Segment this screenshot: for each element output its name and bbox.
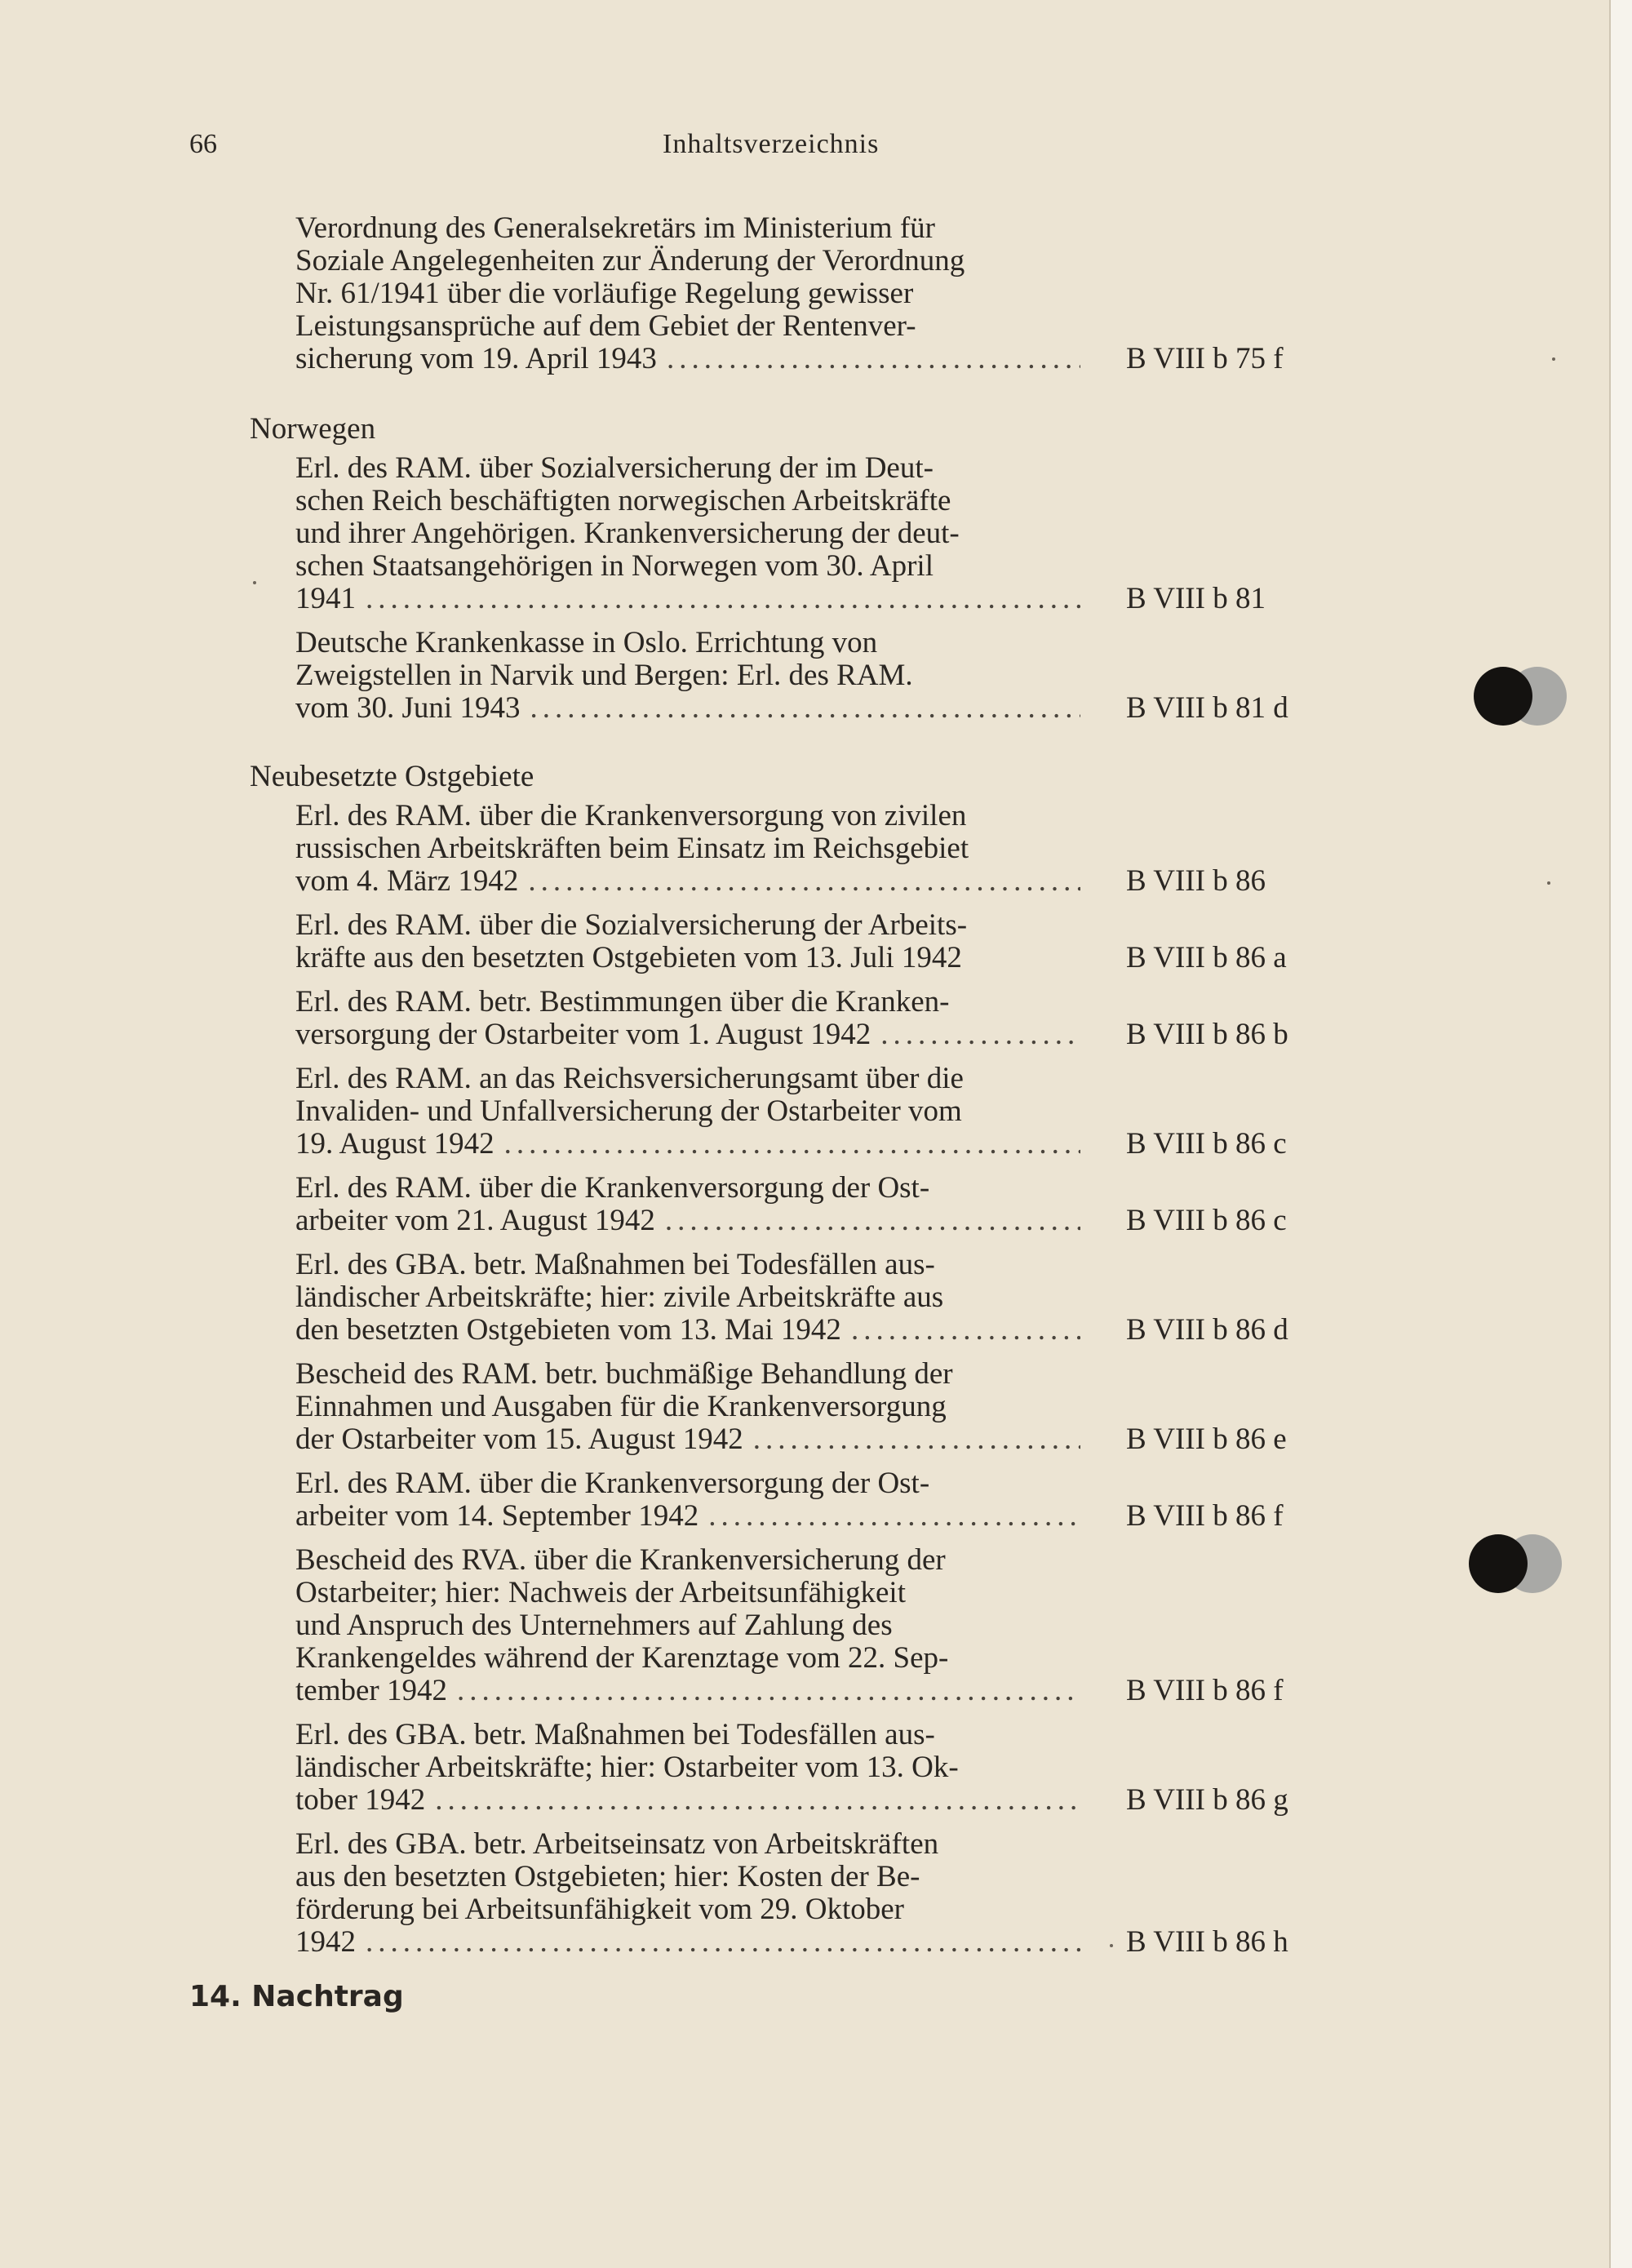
toc-entry: [295, 1172, 1080, 1237]
dot-leader: [708, 1500, 1080, 1533]
entry-line: den besetzten Ostgebieten vom 13. Mai 1942: [295, 1313, 841, 1347]
entry-reference: B VIII b 86 e: [1126, 1422, 1287, 1456]
dot-leader: [366, 1926, 1080, 1959]
entry-line: und Anspruch des Unternehmers auf Zahlung des: [295, 1609, 893, 1642]
entry-line: Erl. des RAM. über Sozialversicherung der im Deut-: [295, 451, 934, 485]
entry-line: Erl. des RAM. über die Krankenversorgung der Ost-: [295, 1171, 930, 1205]
entry-reference: B VIII b 86: [1126, 864, 1266, 898]
toc-entry: [295, 627, 1080, 725]
section-title: Norwegen: [250, 412, 376, 446]
entry-line: versorgung der Ostarbeiter vom 1. August 1942: [295, 1018, 871, 1051]
running-head: Inhaltsverzeichnis: [663, 129, 880, 159]
toc-entry: [295, 1719, 1080, 1817]
toc-entry: [295, 212, 1080, 375]
entry-line: Bescheid des RVA. über die Krankenversicherung der: [295, 1543, 946, 1577]
toc-entry: [295, 1063, 1080, 1161]
dot-leader: [504, 1128, 1080, 1161]
toc-entry: [295, 1544, 1080, 1707]
entry-line: Erl. des RAM. über die Sozialversicherung der Arbeits-: [295, 908, 968, 942]
toc-entry: [295, 1467, 1080, 1533]
entry-line: Erl. des GBA. betr. Maßnahmen bei Todesfällen aus-: [295, 1718, 935, 1751]
entry-line: 1941: [295, 582, 356, 615]
entry-line: Krankengeldes während der Karenztage vom 22. Sep-: [295, 1641, 949, 1675]
dot-leader: [667, 343, 1080, 375]
entry-line: ländischer Arbeitskräfte; hier: zivile Arbeitskräfte aus: [295, 1280, 944, 1314]
entry-line: und ihrer Angehörigen. Krankenversicherung der deut-: [295, 517, 960, 550]
entry-line: Einnahmen und Ausgaben für die Krankenversorgung: [295, 1390, 947, 1423]
entry-line: vom 30. Juni 1943: [295, 691, 521, 725]
entry-line: Erl. des RAM. betr. Bestimmungen über die Kranken-: [295, 985, 950, 1019]
entry-reference: B VIII b 86 g: [1126, 1783, 1288, 1817]
entry-line: arbeiter vom 21. August 1942: [295, 1204, 655, 1237]
entry-reference: B VIII b 86 c: [1126, 1204, 1287, 1237]
dot-leader: [665, 1205, 1080, 1237]
entry-line: arbeiter vom 14. September 1942: [295, 1499, 699, 1533]
page-number: 66: [189, 129, 217, 159]
entry-line: aus den besetzten Ostgebieten; hier: Kosten der Be-: [295, 1860, 920, 1893]
entry-line: der Ostarbeiter vom 15. August 1942: [295, 1422, 743, 1456]
entry-line: Nr. 61/1941 über die vorläufige Regelung gewisser: [295, 277, 914, 310]
entry-reference: B VIII b 86 d: [1126, 1313, 1288, 1347]
section-title: Neubesetzte Ostgebiete: [250, 760, 534, 793]
entry-reference: B VIII b 86 f: [1126, 1674, 1284, 1707]
toc-entry: [295, 909, 1080, 974]
entry-line: Invaliden- und Unfallversicherung der Ostarbeiter vom: [295, 1094, 962, 1128]
entry-line: kräfte aus den besetzten Ostgebieten vom 13. Juli 1942: [295, 941, 962, 974]
toc-entry: [295, 800, 1080, 898]
paper-speck: [1552, 357, 1555, 361]
entry-line: schen Reich beschäftigten norwegischen Arbeitskräfte: [295, 484, 951, 517]
entry-reference: B VIII b 86 a: [1126, 941, 1287, 974]
dot-leader: [530, 692, 1080, 725]
entry-line: Erl. des GBA. betr. Maßnahmen bei Todesfällen aus-: [295, 1248, 935, 1281]
entry-line: 1942: [295, 1925, 356, 1959]
entry-line: vom 4. März 1942: [295, 864, 519, 898]
entry-line: tember 1942: [295, 1674, 447, 1707]
entry-line: förderung bei Arbeitsunfähigkeit vom 29. Oktober: [295, 1893, 904, 1926]
entry-reference: B VIII b 75 f: [1126, 342, 1284, 375]
toc-entry: [295, 452, 1080, 615]
dot-leader: [880, 1019, 1080, 1051]
dot-leader: [435, 1784, 1080, 1817]
entry-line: tober 1942: [295, 1783, 426, 1817]
toc-entry: [295, 1358, 1080, 1456]
entry-line: Verordnung des Generalsekretärs im Ministerium für: [295, 211, 935, 245]
entry-reference: B VIII b 81: [1126, 582, 1266, 615]
dot-leader: [528, 865, 1080, 898]
dot-leader: [457, 1675, 1080, 1707]
entry-line: sicherung vom 19. April 1943: [295, 342, 657, 375]
entry-reference: B VIII b 86 c: [1126, 1127, 1287, 1161]
supplement-label: 14. Nachtrag: [189, 1980, 404, 2013]
entry-line: russischen Arbeitskräften beim Einsatz im Reichsgebiet: [295, 832, 969, 865]
punch-hole: [1474, 667, 1532, 726]
paper-speck: [1547, 881, 1550, 885]
entry-line: 19. August 1942: [295, 1127, 494, 1161]
dot-leader: [366, 583, 1080, 615]
punch-hole: [1469, 1534, 1528, 1593]
entry-reference: B VIII b 86 b: [1126, 1018, 1288, 1051]
entry-line: Zweigstellen in Narvik und Bergen: Erl. des RAM.: [295, 659, 913, 692]
page-edge: [1609, 0, 1632, 2268]
toc-entry: [295, 1828, 1080, 1959]
toc-entry: [295, 1249, 1080, 1347]
entry-reference: B VIII b 81 d: [1126, 691, 1288, 725]
entry-line: Erl. des RAM. an das Reichsversicherungsamt über die: [295, 1062, 964, 1095]
dot-leader: [851, 1314, 1080, 1347]
entry-line: Erl. des GBA. betr. Arbeitseinsatz von Arbeitskräften: [295, 1827, 939, 1861]
entry-line: Deutsche Krankenkasse in Oslo. Errichtung von: [295, 626, 878, 659]
dot-leader: [753, 1423, 1080, 1456]
entry-line: Soziale Angelegenheiten zur Änderung der Verordnung: [295, 244, 965, 277]
entry-line: Leistungsansprüche auf dem Gebiet der Rentenver-: [295, 309, 916, 343]
entry-line: Erl. des RAM. über die Krankenversorgung der Ost-: [295, 1467, 930, 1500]
paper-speck: [1110, 1944, 1113, 1947]
entry-line: Erl. des RAM. über die Krankenversorgung von zivilen: [295, 799, 967, 832]
paper-speck: [253, 581, 256, 584]
entry-reference: B VIII b 86 h: [1126, 1925, 1288, 1959]
entry-reference: B VIII b 86 f: [1126, 1499, 1284, 1533]
toc-entry: [295, 986, 1080, 1051]
entry-line: Ostarbeiter; hier: Nachweis der Arbeitsunfähigkeit: [295, 1576, 906, 1609]
entry-line: ländischer Arbeitskräfte; hier: Ostarbeiter vom 13. Ok-: [295, 1751, 959, 1784]
entry-line: schen Staatsangehörigen in Norwegen vom 30. April: [295, 549, 934, 583]
entry-line: Bescheid des RAM. betr. buchmäßige Behandlung der: [295, 1357, 953, 1391]
